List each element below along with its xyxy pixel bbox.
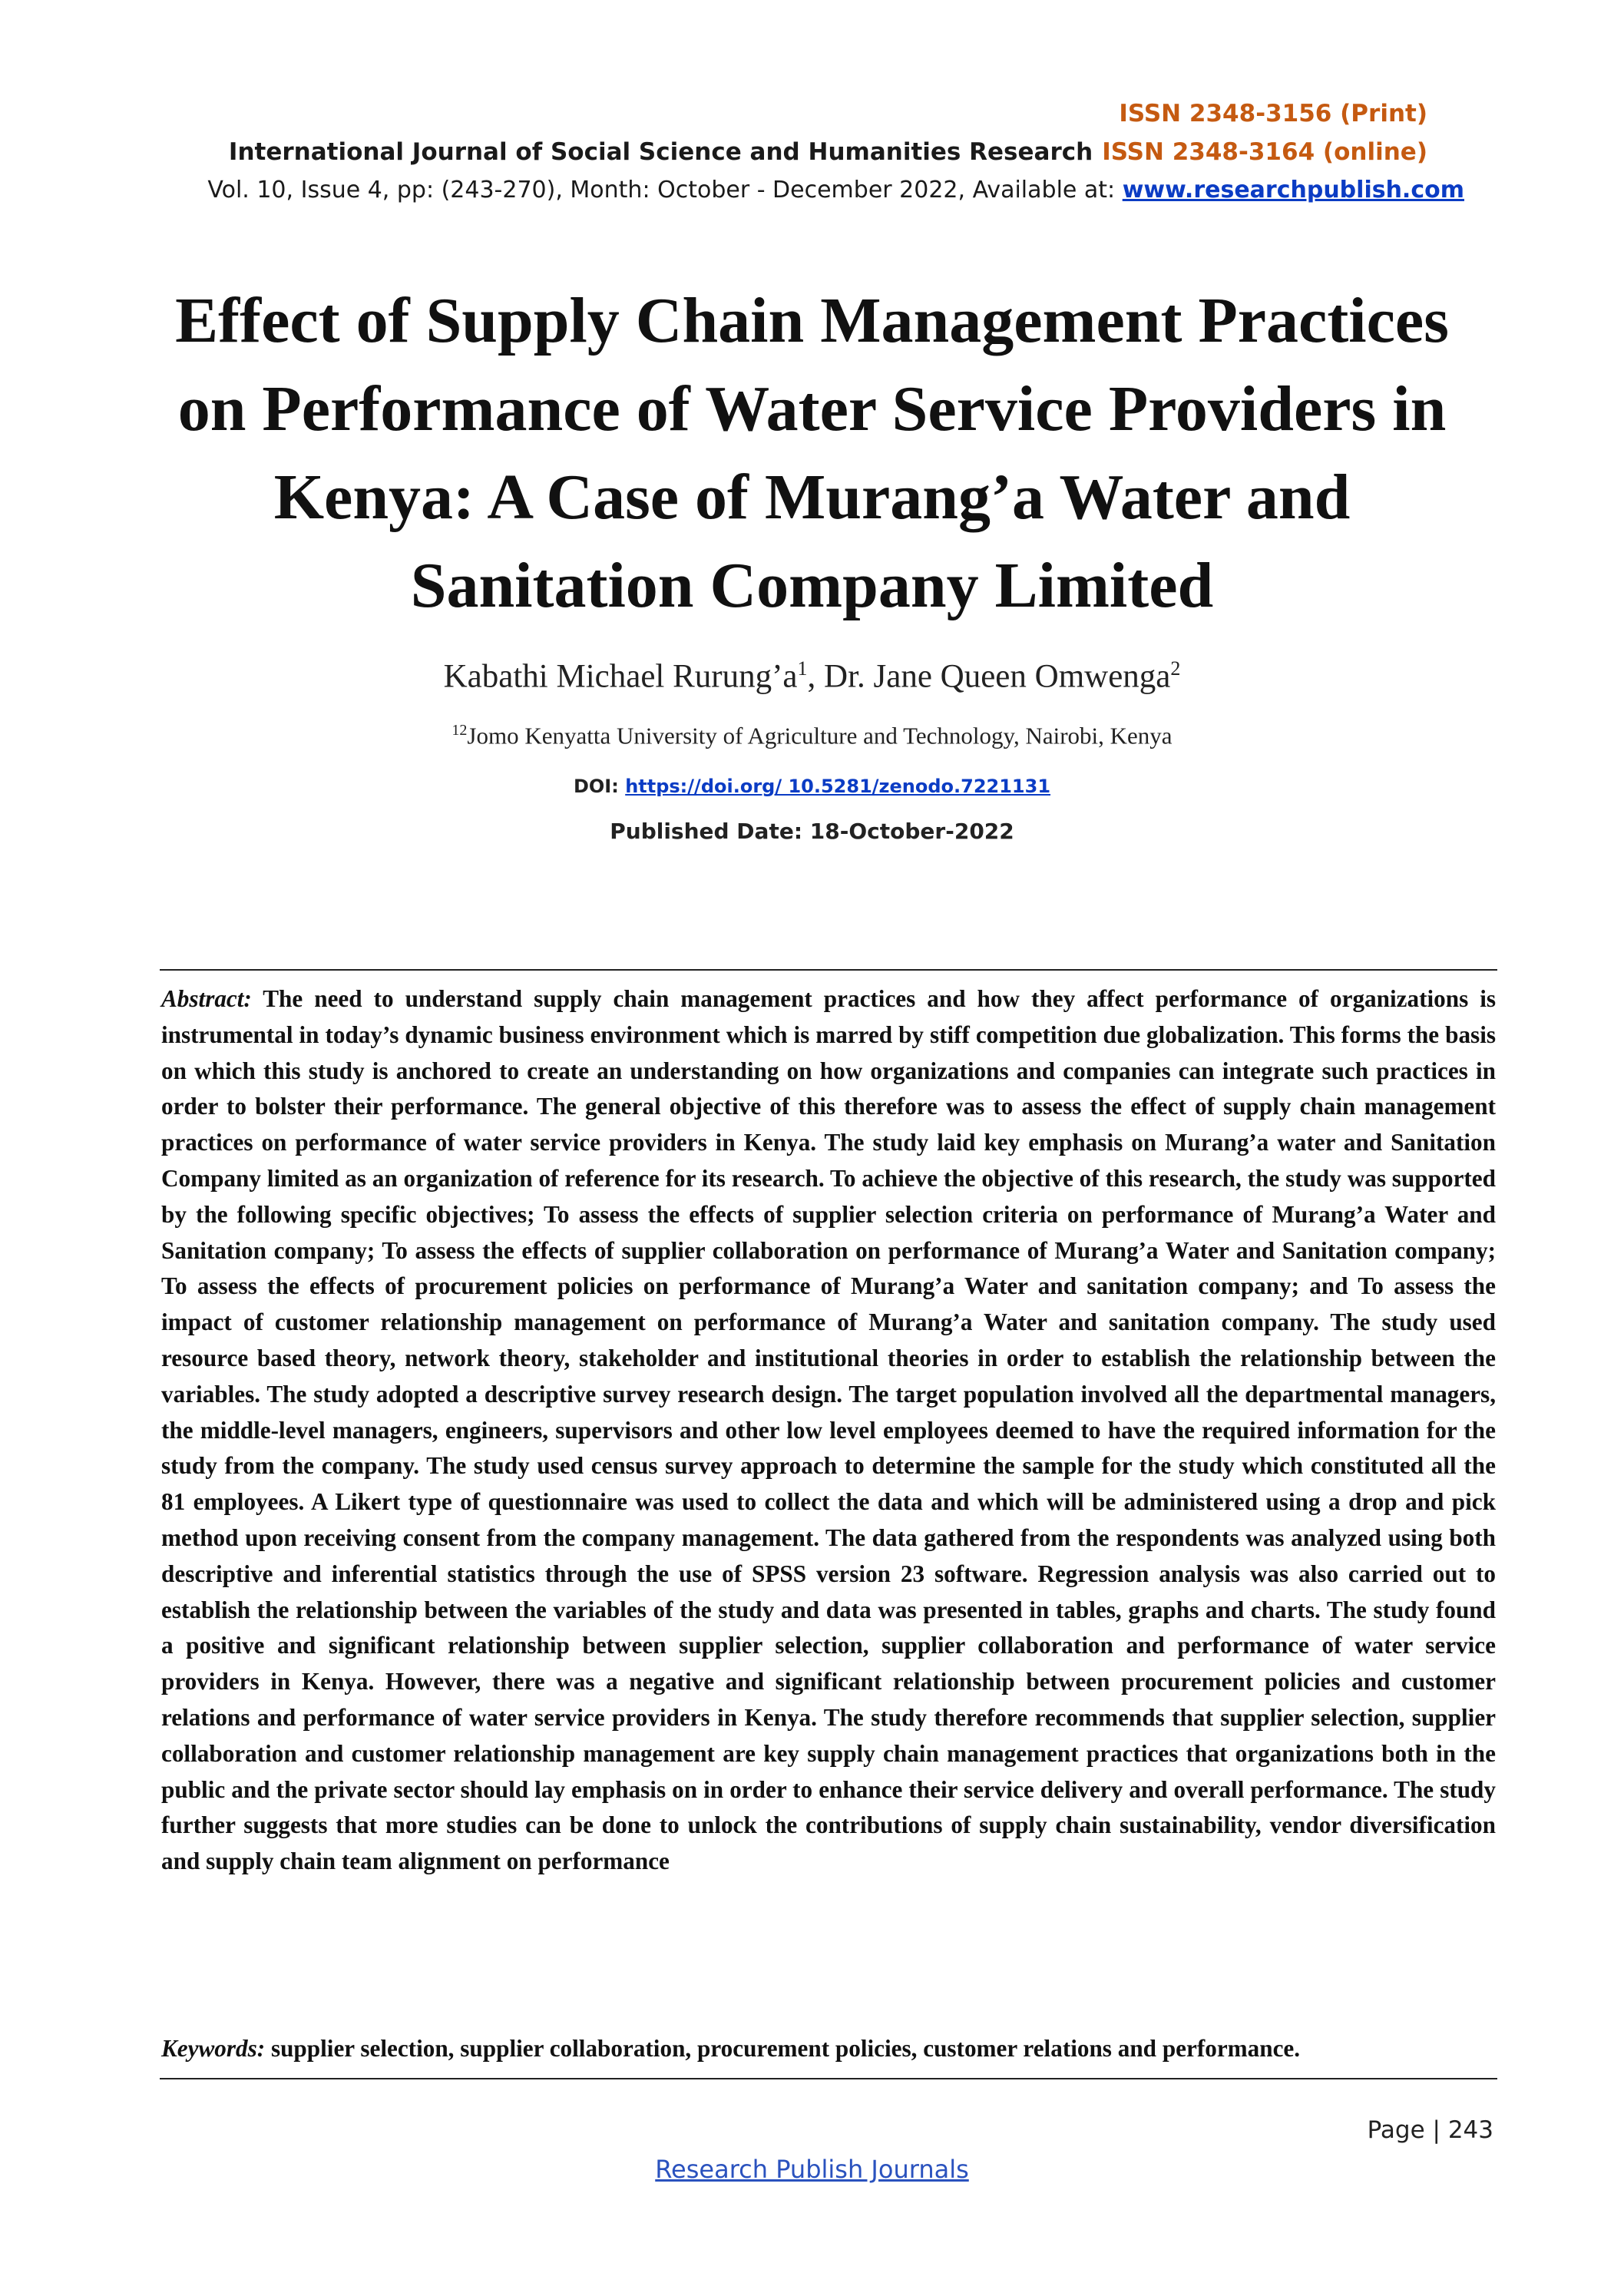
publisher-link[interactable]: Research Publish Journals — [655, 2155, 969, 2184]
keywords-text: supplier selection, supplier collaboration, procurement policies, customer relations and performance. — [265, 2035, 1301, 2062]
author-name: Dr. Jane Queen Omwenga — [824, 658, 1171, 695]
footer — [0, 2155, 1624, 2184]
authors — [154, 657, 1470, 695]
issn-online: ISSN 2348-3164 (online) — [1102, 138, 1427, 166]
abstract — [161, 981, 1496, 1880]
volume-info-line — [207, 177, 1464, 203]
title-line: Sanitation Company Limited — [410, 550, 1214, 621]
affiliation-text: Jomo Kenyatta University of Agriculture and Technology, Nairobi, Kenya — [467, 722, 1173, 749]
doi-link[interactable]: https://doi.org/ 10.5281/zenodo.7221131 — [625, 776, 1051, 797]
affiliation-marker: 12 — [451, 722, 468, 739]
author-affiliation-marker: 1 — [797, 657, 808, 680]
doi-label: DOI: — [573, 776, 626, 797]
published-date: Published Date: 18-October-2022 — [610, 819, 1014, 844]
title-line: Effect of Supply Chain Management Practices — [175, 285, 1449, 356]
abstract-text: The need to understand supply chain management practices and how they affect performance of organizations is instrumental in today’s dynamic business environment which is marred by stiff competition due globalization. This forms the basis on which this study is anchored to create an understanding on how organizations and companies can integrate such practices in order to bolster their performance. The general objective of this therefore was to assess the effect of supply chain management practices on performance of water service providers in Kenya. The study laid key emphasis on Murang’a water and Sanitation Company limited as an organization of reference for its research. To achieve the objective of this research, the study was supported by the following specific objectives; To assess the effects of supplier selection criteria on performance of Murang’a Water and Sanitation company; To assess the effects of supplier collaboration on performance of Murang’a Water and Sanitation company; To assess the effects of procurement policies on performance of Murang’a Water and sanitation company; and To assess the impact of customer relationship management on performance of Murang’a Water and sanitation company. The study used resource based theory, network theory, stakeholder and institutional theories in order to establish the relationship between the variables. The study adopted a descriptive survey research design. The target population involved all the departmental managers, the middle-level managers, engineers, supervisors and other low level employees deemed to have the required information for the study from the company. The study used census survey approach to determine the sample for the study which constituted all the 81 employees. A Likert type of questionnaire was used to collect the data and which will be administered using a drop and pick method upon receiving consent from the company management. The data gathered from the respondents was analyzed using both descriptive and inferential statistics through the use of SPSS version 23 software. Regression analysis was also carried out to establish the relationship between the variables of the study and data was presented in tables, graphs and charts. The study found a positive and significant relationship between supplier selection, supplier collaboration and performance of water service providers in Kenya. However, there was a negative and significant relationship between procurement policies and customer relations and performance of water service providers in Kenya. The study therefore recommends that supplier selection, supplier collaboration and customer relationship management are key supply chain management practices that organizations both in the public and the private sector should lay emphasis on in order to enhance their service delivery and overall performance. The study further suggests that more studies can be done to unlock the contributions of supply chain sustainability, vendor diversification and supply chain team alignment on performance — [161, 985, 1496, 1875]
title-line: Kenya: A Case of Murang’a Water and — [273, 462, 1351, 533]
affiliation — [154, 722, 1470, 749]
abstract-label: Abstract: — [161, 985, 252, 1012]
abstract-bottom-rule — [160, 2078, 1497, 2079]
abstract-top-rule — [160, 969, 1497, 971]
doi-line — [154, 776, 1470, 797]
journal-name: International Journal of Social Science and Humanities Research — [228, 138, 1093, 166]
author-separator: , — [807, 658, 825, 695]
keywords-label: Keywords: — [161, 2035, 266, 2062]
title-line: on Performance of Water Service Providers in — [177, 373, 1447, 445]
volume-info: Vol. 10, Issue 4, pp: (243-270), Month: October - December 2022, Available at: — [207, 177, 1123, 203]
issn-print: ISSN 2348-3156 (Print) — [1119, 100, 1427, 127]
keywords — [161, 2035, 1496, 2063]
author-affiliation-marker: 2 — [1170, 657, 1181, 680]
author-name: Kabathi Michael Rurung’a — [443, 658, 798, 695]
website-link[interactable]: www.researchpublish.com — [1122, 177, 1464, 203]
paper-title — [154, 276, 1470, 630]
journal-header-line — [229, 138, 1427, 166]
page-number: Page | 243 — [1367, 2116, 1493, 2144]
